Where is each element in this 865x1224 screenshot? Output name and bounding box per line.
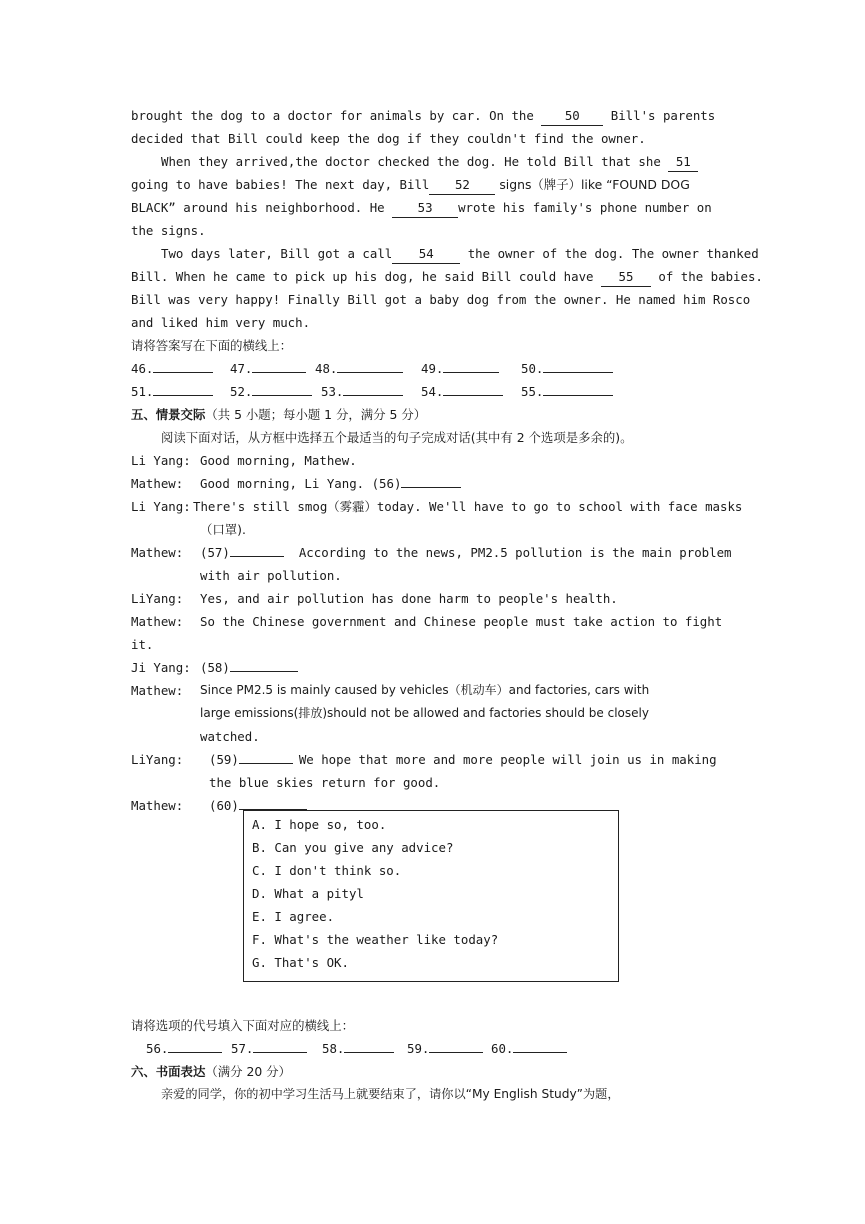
answer-50[interactable]: 50.: [521, 357, 613, 380]
passage-line-2: decided that Bill could keep the dog if they couldn't find the owner.: [131, 131, 646, 146]
passage-line-8: Bill. When he came to pick up his dog, he said Bill could have 55 of the babies.: [131, 265, 733, 288]
blank-58[interactable]: [230, 671, 298, 672]
option-a: A. I hope so, too.: [252, 817, 387, 832]
option-f: F. What's the weather like today?: [252, 932, 499, 947]
answer-56[interactable]: 56.: [146, 1037, 222, 1060]
dialogue-line-2: Mathew: Good morning, Li Yang. (56): [131, 472, 733, 495]
blank-54[interactable]: 54: [392, 245, 460, 264]
answer-49[interactable]: 49.: [421, 357, 499, 380]
passage-line-1: brought the dog to a doctor for animals by car. On the 50 Bill's parents: [131, 104, 733, 127]
option-b: B. Can you give any advice?: [252, 840, 454, 855]
dialogue-line-10: Mathew: (60): [131, 794, 733, 817]
section-6-text: 亲爱的同学，你的初中学习生活马上就要结束了，请你以“My English Study”为题，: [161, 1087, 620, 1101]
answer-row-46-50: [131, 357, 733, 380]
blank-51[interactable]: 51: [668, 153, 698, 172]
blank-57[interactable]: [230, 556, 284, 557]
blank-52[interactable]: 52: [429, 176, 495, 195]
dialogue-line-4b: with air pollution.: [200, 568, 342, 583]
option-d: D. What a pityl: [252, 886, 364, 901]
option-c: C. I don't think so.: [252, 863, 402, 878]
passage-line-4: going to have babies! The next day, Bill 52 signs（牌子）like “FOUND DOG: [131, 173, 733, 196]
dialogue-line-9b: the blue skies return for good.: [209, 775, 441, 790]
passage-line-9: Bill was very happy! Finally Bill got a baby dog from the owner. He named him Rosco: [131, 292, 751, 307]
answer-instruction-2: 请将选项的代号填入下面对应的横线上：: [131, 1018, 355, 1033]
blank-50[interactable]: 50: [541, 107, 603, 126]
blank-55[interactable]: 55: [601, 268, 651, 287]
dialogue-line-9: LiYang: (59) We hope that more and more people will join us in making: [131, 752, 717, 767]
answer-46[interactable]: 46.: [131, 357, 213, 380]
blank-59[interactable]: [239, 763, 293, 764]
dialogue-line-8c: watched.: [200, 729, 260, 744]
answer-55[interactable]: 55.: [521, 380, 613, 403]
document-page: [131, 104, 763, 817]
answer-53[interactable]: 53.: [321, 380, 403, 403]
section-5-instruction: 阅读下面对话，从方框中选择五个最适当的句子完成对话(其中有 2 个选项是多余的)。: [161, 430, 633, 445]
dialogue-line-3b: （口罩).: [200, 522, 246, 537]
dialogue-line-4: Mathew: (57) According to the news, PM2.5 pollution is the main problem: [131, 545, 732, 560]
answer-52[interactable]: 52.: [230, 380, 312, 403]
answer-60[interactable]: 60.: [491, 1037, 567, 1060]
option-e: E. I agree.: [252, 909, 335, 924]
dialogue-line-8b: large emissions(排放)should not be allowed and factories should be closely: [200, 706, 649, 720]
passage-line-7: Two days later, Bill got a call 54 the owner of the dog. The owner thanked: [131, 242, 733, 265]
answer-instruction-1: 请将答案写在下面的横线上：: [131, 338, 293, 353]
passage-line-10: and liked him very much.: [131, 315, 311, 330]
dialogue-line-6: Mathew: So the Chinese government and Chinese people must take action to fight: [131, 614, 723, 629]
answer-47[interactable]: 47.: [230, 357, 306, 380]
option-g: G. That's OK.: [252, 955, 349, 970]
answer-51[interactable]: 51.: [131, 380, 213, 403]
lower-block: [131, 1014, 733, 1106]
answer-57[interactable]: 57.: [231, 1037, 307, 1060]
answer-row-56-60: [131, 1037, 733, 1060]
answer-row-51-55: [131, 380, 733, 403]
answer-58[interactable]: 58.: [322, 1037, 394, 1060]
passage-line-5: BLACK” around his neighborhood. He 53 wrote his family's phone number on: [131, 196, 733, 219]
answer-54[interactable]: 54.: [421, 380, 503, 403]
answer-59[interactable]: 59.: [407, 1037, 483, 1060]
answer-48[interactable]: 48.: [315, 357, 403, 380]
passage-line-6: the signs.: [131, 223, 206, 238]
blank-56[interactable]: [401, 487, 461, 488]
options-box: [243, 810, 619, 982]
section-5-heading: 五、情景交际（共 5 小题；每小题 1 分，满分 5 分）: [131, 407, 427, 422]
blank-53[interactable]: 53: [392, 199, 458, 218]
dialogue-line-7: Ji Yang: (58): [131, 656, 733, 679]
section-6-heading: 六、书面表达（满分 20 分）: [131, 1064, 291, 1079]
passage-line-3: When they arrived,the doctor checked the dog. He told Bill that she 51: [131, 150, 733, 173]
dialogue-line-5: LiYang: Yes, and air pollution has done harm to people's health.: [131, 591, 618, 606]
dialogue-line-3: Li Yang: There's still smog（雾霾）today. We'll have to go to school with face masks: [131, 499, 743, 514]
dialogue-line-6b: it.: [131, 637, 154, 652]
dialogue-line-1: Li Yang: Good morning, Mathew.: [131, 453, 357, 468]
dialogue-line-8: Mathew: Since PM2.5 is mainly caused by vehicles（机动车）and factories, cars with: [131, 683, 650, 698]
